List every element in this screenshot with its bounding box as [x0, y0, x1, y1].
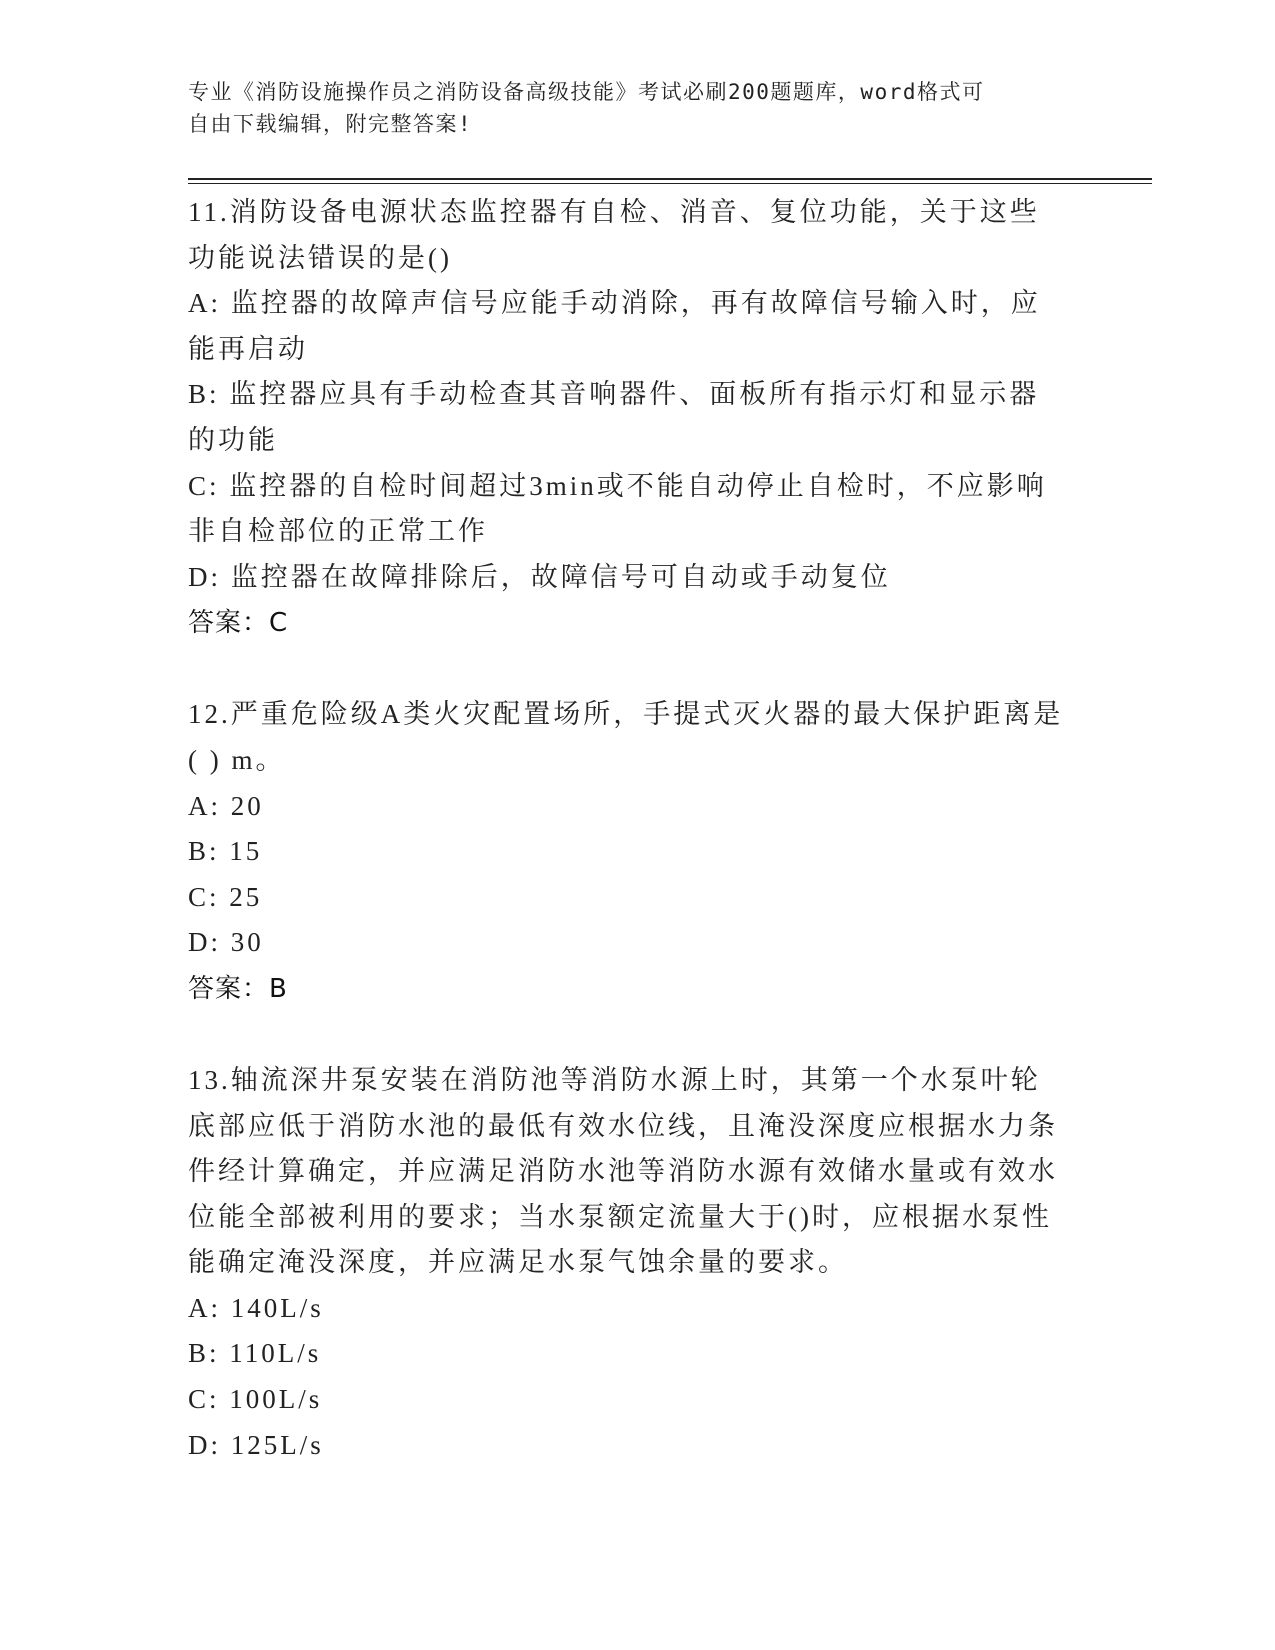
- question-list: [188, 190, 1068, 1468]
- option-c: C: 25: [188, 881, 263, 912]
- option-d: D: 30: [188, 927, 264, 958]
- header-line-1: 专业《消防设施操作员之消防设备高级技能》考试必刷200题题库，word格式可: [188, 80, 985, 104]
- header-line-2: 自由下载编辑，附完整答案!: [188, 112, 473, 136]
- option-a: A: 监控器的故障声信号应能手动消除，再有故障信号输入时，应能再启动: [188, 288, 1041, 364]
- question-spacer: [188, 1012, 1068, 1058]
- question-12: [188, 692, 1068, 1012]
- option-b: B: 110L/s: [188, 1338, 322, 1369]
- answer-line: 答案：C: [188, 608, 289, 639]
- option-b: B: 监控器应具有手动检查其音响器件、面板所有指示灯和显示器的功能: [188, 379, 1040, 455]
- option-b: B: 15: [188, 836, 263, 867]
- document-header: [188, 76, 1068, 140]
- question-text: 11.消防设备电源状态监控器有自检、消音、复位功能，关于这些功能说法错误的是(): [188, 197, 1040, 273]
- header-divider-thin: [188, 183, 1152, 184]
- question-11: [188, 190, 1068, 646]
- option-c: C: 100L/s: [188, 1384, 323, 1415]
- question-text: 12.严重危险级A类火灾配置场所，手提式灭火器的最大保护距离是( ) m。: [188, 699, 1064, 775]
- answer-line: 答案：B: [188, 973, 288, 1004]
- option-d: D: 监控器在故障排除后，故障信号可自动或手动复位: [188, 561, 891, 592]
- option-a: A: 140L/s: [188, 1292, 324, 1323]
- question-spacer: [188, 646, 1068, 692]
- question-13: [188, 1058, 1068, 1468]
- option-a: A: 20: [188, 790, 264, 821]
- question-text: 13.轴流深井泵安装在消防池等消防水源上时，其第一个水泵叶轮底部应低于消防水池的最低有效水位线，且淹没深度应根据水力条件经计算确定，并应满足消防水池等消防水源有效储水量或有效水位能全部被利用的要求；当水泵额定流量大于()时，应根据水泵性能确定淹没深度，并应满足水泵气蚀余量的要求。: [188, 1064, 1058, 1278]
- option-d: D: 125L/s: [188, 1429, 324, 1460]
- option-c: C: 监控器的自检时间超过3min或不能自动停止自检时，不应影响非自检部位的正常工作: [188, 470, 1047, 547]
- header-divider-thick: [188, 178, 1152, 180]
